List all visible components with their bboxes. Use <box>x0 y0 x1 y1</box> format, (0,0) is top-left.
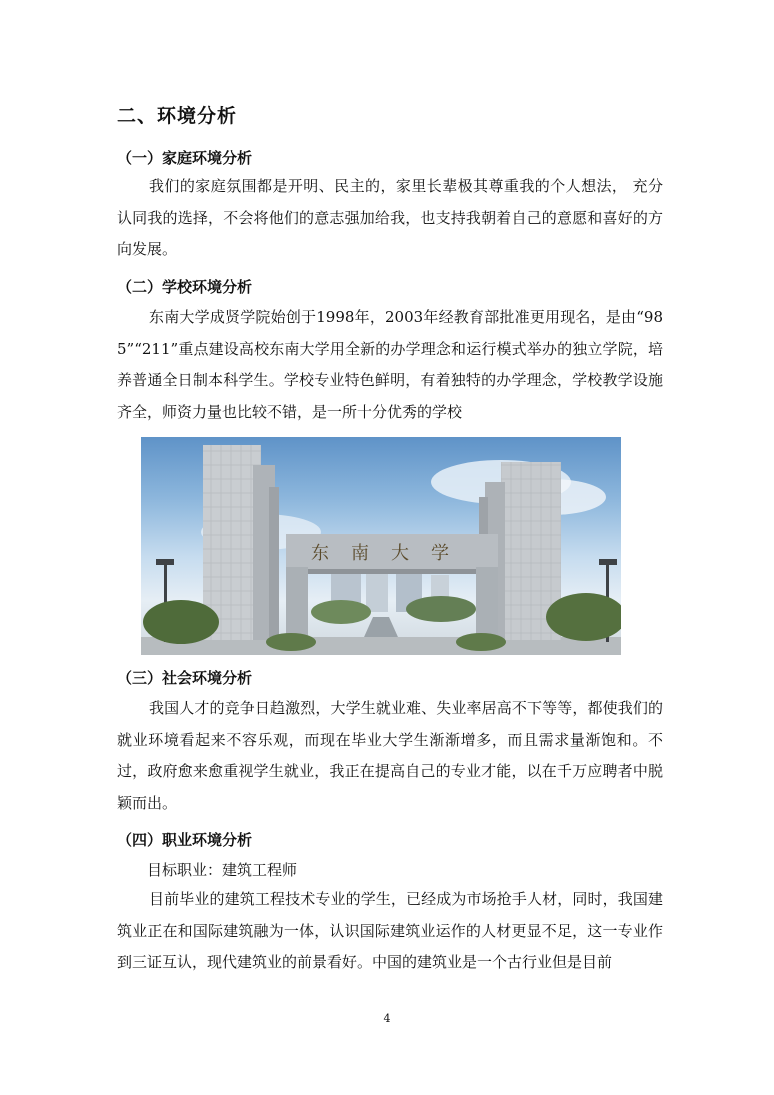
heading-career-environment: （四）职业环境分析 <box>117 831 253 849</box>
paragraph-school-environment: 东南大学成贤学院始创于1998年，2003年经教育部批准更用现名，是由“985”“211”重点建设高校东南大学用全新的办学理念和运行模式举办的独立学院，培养普通全日制本科学生。学校专业特色鲜明，有着独特的办学理念，学校教学设施齐全，师资力量也比较不错，是一所十分优秀的学校 <box>117 308 663 421</box>
campus-gate-photo <box>141 437 621 655</box>
target-career-line: 目标职业：建筑工程师 <box>147 861 298 879</box>
paragraph-society-environment: 我国人才的竞争日趋激烈，大学生就业难、失业率居高不下等等，都使我们的就业环境看起来不容乐观，而现在毕业大学生渐渐增多，而且需求量渐饱和。不过，政府愈来愈重视学生就业，我正在提高自己的专业才能，以在千万应聘者中脱颖而出。 <box>117 699 663 812</box>
heading-school-environment: （二）学校环境分析 <box>117 278 253 296</box>
gate-sign-text: 东南大学 <box>311 543 471 564</box>
heading-family-environment: （一）家庭环境分析 <box>117 149 253 167</box>
paragraph-career-environment: 目前毕业的建筑工程技术专业的学生，已经成为市场抢手人材，同时，我国建筑业正在和国际建筑融为一体，认识国际建筑业运作的人材更显不足，这一专业作到三证互认，现代建筑业的前景看好。中国的建筑业是一个古行业但是目前 <box>117 890 663 971</box>
page-number: 4 <box>383 1012 391 1025</box>
heading-society-environment: （三）社会环境分析 <box>117 669 253 687</box>
paragraph-family-environment: 我们的家庭氛围都是开明、民主的，家里长辈极其尊重我的个人想法， 充分认同我的选择，不会将他们的意志强加给我，也支持我朝着自己的意愿和喜好的方向发展。 <box>117 177 663 258</box>
section-title: 二、环境分析 <box>117 105 238 127</box>
